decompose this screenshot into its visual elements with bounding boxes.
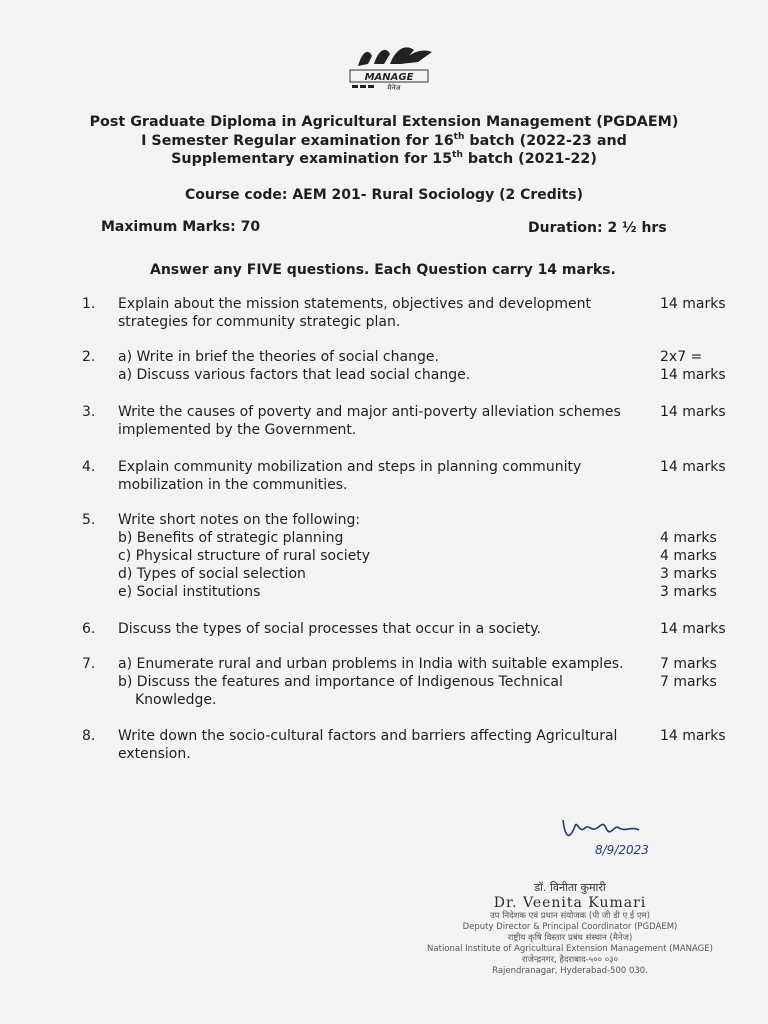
signature-date: 8/9/2023 xyxy=(595,843,649,857)
question-marks: 4 marks 4 marks 3 marks 3 marks xyxy=(660,530,717,600)
question-text: Explain about the mission statements, objectives and development strategies for community strategic plan. xyxy=(118,296,591,330)
question-number: 1. xyxy=(82,296,96,312)
signature-icon xyxy=(555,806,665,866)
stamp-name: Dr. Veenita Kumari xyxy=(493,895,647,911)
question-text: Write the causes of poverty and major anti-poverty alleviation schemes implemented by the Government. xyxy=(118,404,621,438)
logo-subtext: मैनेज xyxy=(387,84,401,92)
stamp-hindi-address: राजेन्द्रनगर, हैदराबाद-५०० ०३० xyxy=(521,955,619,965)
question-marks: 14 marks xyxy=(660,296,726,312)
question-number: 5. xyxy=(82,512,96,528)
programme-title: Post Graduate Diploma in Agricultural Extension Management (PGDAEM) xyxy=(89,114,679,130)
instruction: Answer any FIVE questions. Each Question carry 14 marks. xyxy=(150,262,616,278)
question-marks: 14 marks xyxy=(660,728,726,744)
question-number: 2. xyxy=(82,349,96,365)
question-text: Write down the socio-cultural factors and barriers affecting Agricultural extension. xyxy=(118,728,618,762)
stamp-hindi-institute: राष्ट्रीय कृषि विस्तार प्रबंध संस्थान (मैनेज) xyxy=(507,933,633,943)
question-text: a) Enumerate rural and urban problems in India with suitable examples. b) Discuss the features and importance of Indigenous Technical Knowledge. xyxy=(118,656,624,708)
stamp-title: Deputy Director & Principal Coordinator (PGDAEM) xyxy=(462,922,678,932)
question-number: 3. xyxy=(82,404,96,420)
course-code: Course code: AEM 201- Rural Sociology (2 Credits) xyxy=(184,187,584,203)
official-stamp xyxy=(420,880,720,977)
manage-logo-icon xyxy=(338,42,438,94)
supplementary-line: Supplementary examination for 15th batch (2021-22) xyxy=(171,150,597,167)
stamp-address: Rajendranagar, Hyderabad-500 030. xyxy=(492,966,648,976)
question-marks: 2x7 = 14 marks xyxy=(660,349,726,383)
handwritten-signature xyxy=(555,806,665,866)
question-number: 4. xyxy=(82,459,96,475)
question-number: 6. xyxy=(82,621,96,637)
stamp-hindi-name: डॉ. विनीता कुमारी xyxy=(534,881,606,894)
stamp-hindi-title: उप निदेशक एवं प्रधान संयोजक (पी जी डी ए ई एम) xyxy=(490,911,650,921)
question-text: Write short notes on the following: b) Benefits of strategic planning c) Physical structure of rural society d) Types of social selection e) Social institutions xyxy=(118,512,371,600)
exam-title-line: I Semester Regular examination for 16th batch (2022-23 and xyxy=(141,132,627,149)
question-marks: 7 marks 7 marks xyxy=(660,656,717,690)
stamp-institute: National Institute of Agricultural Extension Management (MANAGE) xyxy=(427,944,713,954)
question-text: a) Write in brief the theories of social change. a) Discuss various factors that lead social change. xyxy=(118,349,471,383)
question-number: 7. xyxy=(82,656,96,672)
question-marks: 14 marks xyxy=(660,621,726,637)
duration: Duration: 2 ½ hrs xyxy=(528,220,667,236)
question-marks: 14 marks xyxy=(660,404,726,420)
logo-text: MANAGE xyxy=(364,72,414,83)
question-text: Explain community mobilization and steps in planning community mobilization in the communities. xyxy=(118,459,582,493)
question-text: Discuss the types of social processes that occur in a society. xyxy=(118,621,541,637)
question-marks: 14 marks xyxy=(660,459,726,475)
question-number: 8. xyxy=(82,728,96,744)
maximum-marks: Maximum Marks: 70 xyxy=(101,219,261,235)
manage-logo xyxy=(338,42,438,94)
